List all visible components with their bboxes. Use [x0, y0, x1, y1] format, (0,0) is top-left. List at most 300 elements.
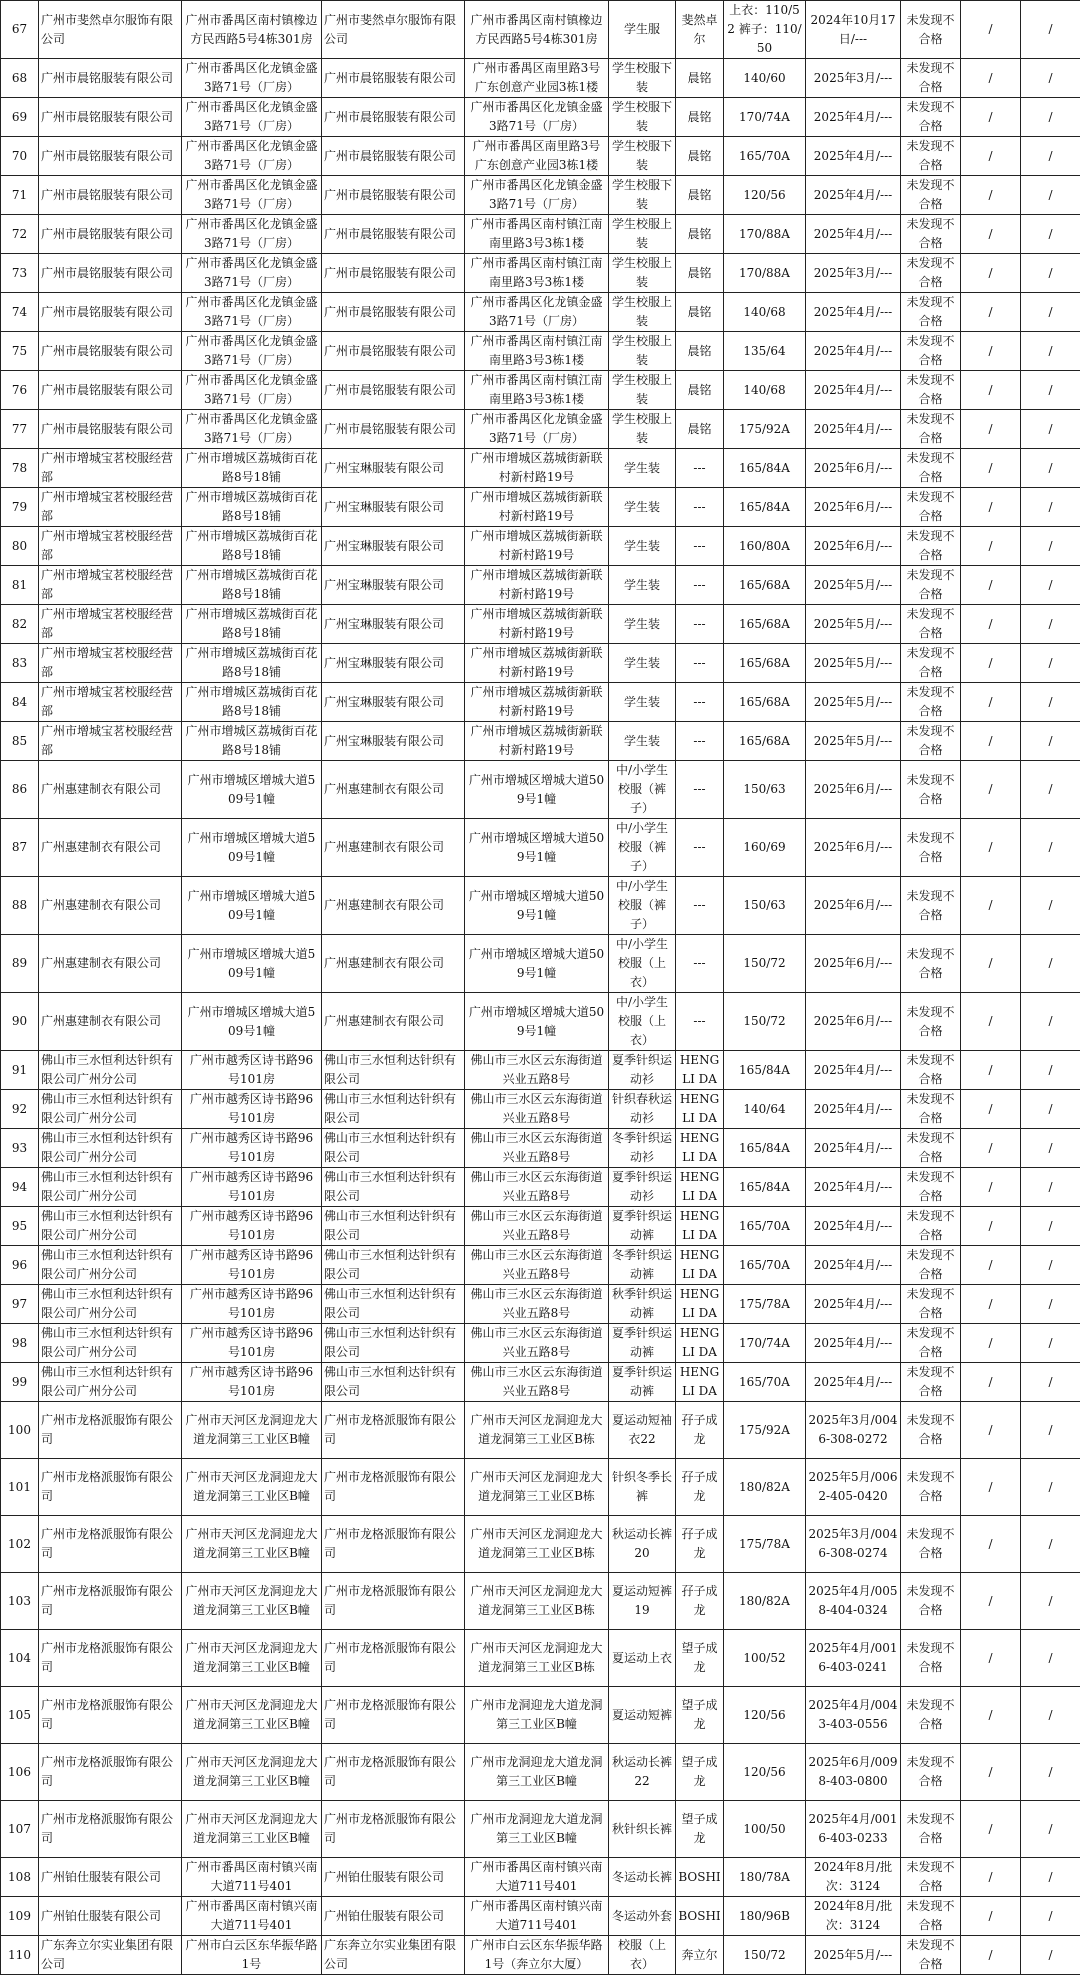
cell-failed-item: / — [961, 1801, 1021, 1858]
cell-row-number: 93 — [1, 1129, 39, 1168]
cell-inspection-result: 未发现不合格 — [901, 1858, 961, 1897]
cell-producer-address: 广州市增城区增城大道509号1幢 — [182, 761, 322, 819]
cell-remark: / — [1021, 1129, 1080, 1168]
cell-inspection-result: 未发现不合格 — [901, 254, 961, 293]
cell-failed-item: / — [961, 935, 1021, 993]
cell-remark: / — [1021, 176, 1080, 215]
table-row — [1, 877, 1080, 935]
cell-remark: / — [1021, 1630, 1080, 1687]
cell-product-name: 夏季针织运动衫 — [609, 1051, 676, 1090]
cell-row-number: 102 — [1, 1516, 39, 1573]
cell-brand: HENG LI DA — [676, 1168, 724, 1207]
cell-producer-name: 佛山市三水恒利达针织有限公司广州分公司 — [39, 1051, 182, 1090]
cell-failed-item: / — [961, 1051, 1021, 1090]
cell-inspection-result: 未发现不合格 — [901, 98, 961, 137]
cell-spec-model: 165/68A — [724, 566, 806, 605]
cell-inspection-result: 未发现不合格 — [901, 332, 961, 371]
cell-failed-item: / — [961, 527, 1021, 566]
cell-spec-model: 180/82A — [724, 1459, 806, 1516]
cell-entrusted-name: 广州铂仕服装有限公司 — [322, 1858, 465, 1897]
cell-inspection-result: 未发现不合格 — [901, 1687, 961, 1744]
cell-inspection-result: 未发现不合格 — [901, 1801, 961, 1858]
cell-producer-address: 广州市越秀区诗书路96号101房 — [182, 1246, 322, 1285]
cell-spec-model: 175/92A — [724, 1402, 806, 1459]
cell-producer-name: 佛山市三水恒利达针织有限公司广州分公司 — [39, 1246, 182, 1285]
cell-producer-name: 广州市增城宝茗校服经营部 — [39, 722, 182, 761]
cell-producer-address: 广州市番禺区南村镇兴南大道711号401 — [182, 1897, 322, 1936]
cell-remark: / — [1021, 1936, 1080, 1975]
cell-brand: 晨铭 — [676, 98, 724, 137]
table-row — [1, 1516, 1080, 1573]
cell-producer-name: 广州市龙格派服饰有限公司 — [39, 1402, 182, 1459]
cell-product-name: 夏运动短袖衣22 — [609, 1402, 676, 1459]
cell-entrusted-address: 广州市番禺区南村镇兴南大道711号401 — [465, 1897, 609, 1936]
cell-producer-name: 广州惠建制衣有限公司 — [39, 877, 182, 935]
cell-product-name: 冬运动长裤 — [609, 1858, 676, 1897]
cell-entrusted-name: 广州市龙格派服饰有限公司 — [322, 1459, 465, 1516]
cell-row-number: 75 — [1, 332, 39, 371]
cell-production-date-batch: 2025年5月/--- — [806, 566, 901, 605]
cell-producer-name: 广州市晨铭服装有限公司 — [39, 293, 182, 332]
cell-brand: 奔立尔 — [676, 1936, 724, 1975]
cell-remark: / — [1021, 1, 1080, 59]
cell-product-name: 中/小学生校服（裤子） — [609, 761, 676, 819]
cell-spec-model: 120/56 — [724, 1687, 806, 1744]
cell-entrusted-address: 广州市天河区龙洞迎龙大道龙洞第三工业区B栋 — [465, 1573, 609, 1630]
cell-inspection-result: 未发现不合格 — [901, 683, 961, 722]
cell-inspection-result: 未发现不合格 — [901, 1897, 961, 1936]
cell-remark: / — [1021, 332, 1080, 371]
cell-producer-name: 广州市增城宝茗校服经营部 — [39, 605, 182, 644]
cell-entrusted-name: 佛山市三水恒利达针织有限公司 — [322, 1363, 465, 1402]
cell-brand: --- — [676, 877, 724, 935]
cell-row-number: 110 — [1, 1936, 39, 1975]
cell-entrusted-address: 广州市番禺区南村镇江南南里路3号3栋1楼 — [465, 254, 609, 293]
cell-row-number: 83 — [1, 644, 39, 683]
cell-inspection-result: 未发现不合格 — [901, 1363, 961, 1402]
cell-product-name: 秋针织长裤 — [609, 1801, 676, 1858]
cell-entrusted-address: 佛山市三水区云东海街道兴业五路8号 — [465, 1129, 609, 1168]
cell-spec-model: 175/92A — [724, 410, 806, 449]
cell-spec-model: 165/84A — [724, 1129, 806, 1168]
cell-product-name: 夏运动短裤 — [609, 1687, 676, 1744]
cell-spec-model: 150/72 — [724, 1936, 806, 1975]
cell-failed-item: / — [961, 761, 1021, 819]
cell-remark: / — [1021, 1051, 1080, 1090]
cell-producer-address: 广州市越秀区诗书路96号101房 — [182, 1129, 322, 1168]
cell-remark: / — [1021, 293, 1080, 332]
cell-entrusted-address: 广州市番禺区南里路3号广东创意产业园3栋1楼 — [465, 59, 609, 98]
cell-entrusted-address: 广州市增城区荔城街新联村新村路19号 — [465, 488, 609, 527]
cell-remark: / — [1021, 1858, 1080, 1897]
table-row — [1, 1051, 1080, 1090]
cell-producer-address: 广州市番禺区化龙镇金盛3路71号（厂房） — [182, 410, 322, 449]
cell-failed-item: / — [961, 1402, 1021, 1459]
cell-inspection-result: 未发现不合格 — [901, 1129, 961, 1168]
cell-inspection-result: 未发现不合格 — [901, 1051, 961, 1090]
cell-producer-name: 广州市晨铭服装有限公司 — [39, 254, 182, 293]
cell-production-date-batch: 2025年4月/--- — [806, 1207, 901, 1246]
cell-brand: HENG LI DA — [676, 1324, 724, 1363]
table-row — [1, 449, 1080, 488]
cell-remark: / — [1021, 1744, 1080, 1801]
cell-failed-item: / — [961, 722, 1021, 761]
cell-product-name: 学生装 — [609, 527, 676, 566]
cell-production-date-batch: 2025年6月/--- — [806, 935, 901, 993]
cell-entrusted-name: 佛山市三水恒利达针织有限公司 — [322, 1129, 465, 1168]
table-row — [1, 1459, 1080, 1516]
cell-remark: / — [1021, 254, 1080, 293]
cell-spec-model: 100/50 — [724, 1801, 806, 1858]
cell-product-name: 学生装 — [609, 605, 676, 644]
cell-remark: / — [1021, 644, 1080, 683]
cell-remark: / — [1021, 371, 1080, 410]
cell-spec-model: 170/88A — [724, 254, 806, 293]
cell-production-date-batch: 2025年6月/--- — [806, 761, 901, 819]
cell-entrusted-name: 广州惠建制衣有限公司 — [322, 761, 465, 819]
cell-failed-item: / — [961, 819, 1021, 877]
cell-producer-address: 广州市越秀区诗书路96号101房 — [182, 1207, 322, 1246]
cell-brand: 孖子成龙 — [676, 1516, 724, 1573]
cell-remark: / — [1021, 1090, 1080, 1129]
cell-product-name: 夏季针织运动裤 — [609, 1363, 676, 1402]
cell-entrusted-address: 广州市增城区荔城街新联村新村路19号 — [465, 722, 609, 761]
cell-remark: / — [1021, 722, 1080, 761]
table-row — [1, 644, 1080, 683]
cell-producer-address: 广州市增城区增城大道509号1幢 — [182, 993, 322, 1051]
cell-producer-address: 广州市增城区增城大道509号1幢 — [182, 819, 322, 877]
cell-failed-item: / — [961, 644, 1021, 683]
cell-entrusted-address: 广州市番禺区南村镇橡边方民西路5号4栋301房 — [465, 1, 609, 59]
cell-producer-address: 广州市番禺区化龙镇金盛3路71号（厂房） — [182, 98, 322, 137]
cell-spec-model: 120/56 — [724, 1744, 806, 1801]
cell-spec-model: 165/68A — [724, 683, 806, 722]
cell-brand: 晨铭 — [676, 137, 724, 176]
cell-spec-model: 175/78A — [724, 1516, 806, 1573]
cell-production-date-batch: 2025年4月/--- — [806, 1324, 901, 1363]
cell-production-date-batch: 2025年5月/--- — [806, 1936, 901, 1975]
cell-remark: / — [1021, 935, 1080, 993]
cell-producer-name: 广州惠建制衣有限公司 — [39, 935, 182, 993]
cell-producer-address: 广州市增城区增城大道509号1幢 — [182, 935, 322, 993]
cell-product-name: 学生校服上装 — [609, 332, 676, 371]
cell-production-date-batch: 2025年4月/0016-403-0233 — [806, 1801, 901, 1858]
cell-spec-model: 165/84A — [724, 449, 806, 488]
cell-product-name: 学生校服下装 — [609, 137, 676, 176]
cell-brand: --- — [676, 683, 724, 722]
cell-entrusted-address: 广州市增城区增城大道509号1幢 — [465, 819, 609, 877]
cell-entrusted-address: 广州市番禺区化龙镇金盛3路71号（厂房） — [465, 410, 609, 449]
cell-row-number: 105 — [1, 1687, 39, 1744]
cell-brand: 望子成龙 — [676, 1744, 724, 1801]
cell-production-date-batch: 2025年5月/--- — [806, 644, 901, 683]
cell-product-name: 冬季针织运动裤 — [609, 1246, 676, 1285]
cell-product-name: 中/小学生校服（上衣） — [609, 935, 676, 993]
cell-producer-address: 广州市番禺区化龙镇金盛3路71号（厂房） — [182, 293, 322, 332]
cell-entrusted-name: 广州市斐然卓尔服饰有限公司 — [322, 1, 465, 59]
table-row — [1, 683, 1080, 722]
cell-entrusted-name: 广州市晨铭服装有限公司 — [322, 332, 465, 371]
cell-spec-model: 120/56 — [724, 176, 806, 215]
cell-inspection-result: 未发现不合格 — [901, 1630, 961, 1687]
cell-entrusted-address: 广州市龙洞迎龙大道龙洞第三工业区B幢 — [465, 1744, 609, 1801]
table-row — [1, 1936, 1080, 1975]
cell-production-date-batch: 2025年4月/--- — [806, 176, 901, 215]
cell-producer-name: 广州市晨铭服装有限公司 — [39, 59, 182, 98]
cell-producer-address: 广州市白云区东华振华路1号 — [182, 1936, 322, 1975]
cell-entrusted-address: 广州市天河区龙洞迎龙大道龙洞第三工业区B栋 — [465, 1630, 609, 1687]
cell-row-number: 100 — [1, 1402, 39, 1459]
cell-entrusted-name: 广州市龙格派服饰有限公司 — [322, 1801, 465, 1858]
cell-row-number: 87 — [1, 819, 39, 877]
cell-product-name: 学生校服下装 — [609, 59, 676, 98]
table-row — [1, 1687, 1080, 1744]
cell-failed-item: / — [961, 98, 1021, 137]
cell-product-name: 学生装 — [609, 566, 676, 605]
cell-producer-address: 广州市增城区荔城街百花路8号18铺 — [182, 527, 322, 566]
cell-remark: / — [1021, 1897, 1080, 1936]
cell-producer-address: 广州市番禺区化龙镇金盛3路71号（厂房） — [182, 176, 322, 215]
cell-spec-model: 150/72 — [724, 935, 806, 993]
cell-entrusted-name: 广州惠建制衣有限公司 — [322, 877, 465, 935]
cell-production-date-batch: 2025年4月/--- — [806, 1285, 901, 1324]
cell-row-number: 69 — [1, 98, 39, 137]
cell-production-date-batch: 2025年6月/--- — [806, 993, 901, 1051]
cell-brand: HENG LI DA — [676, 1285, 724, 1324]
table-body — [1, 1, 1080, 1975]
cell-producer-name: 广州市龙格派服饰有限公司 — [39, 1744, 182, 1801]
cell-entrusted-name: 广州市晨铭服装有限公司 — [322, 293, 465, 332]
cell-production-date-batch: 2025年4月/0016-403-0241 — [806, 1630, 901, 1687]
cell-producer-name: 广州市斐然卓尔服饰有限公司 — [39, 1, 182, 59]
cell-producer-address: 广州市增城区荔城街百花路8号18铺 — [182, 722, 322, 761]
cell-brand: --- — [676, 935, 724, 993]
cell-brand: --- — [676, 993, 724, 1051]
cell-entrusted-name: 广州市龙格派服饰有限公司 — [322, 1744, 465, 1801]
cell-failed-item: / — [961, 1630, 1021, 1687]
cell-entrusted-address: 广州市番禺区南村镇江南南里路3号3栋1楼 — [465, 371, 609, 410]
cell-production-date-batch: 2025年4月/--- — [806, 332, 901, 371]
table-row — [1, 1744, 1080, 1801]
cell-row-number: 72 — [1, 215, 39, 254]
cell-brand: --- — [676, 527, 724, 566]
cell-producer-name: 广州市增城宝茗校服经营部 — [39, 449, 182, 488]
cell-entrusted-address: 广州市天河区龙洞迎龙大道龙洞第三工业区B栋 — [465, 1459, 609, 1516]
cell-spec-model: 165/68A — [724, 605, 806, 644]
cell-remark: / — [1021, 1168, 1080, 1207]
cell-entrusted-address: 广州市番禺区化龙镇金盛3路71号（厂房） — [465, 98, 609, 137]
cell-spec-model: 165/84A — [724, 1168, 806, 1207]
cell-producer-name: 广州市龙格派服饰有限公司 — [39, 1630, 182, 1687]
cell-failed-item: / — [961, 488, 1021, 527]
cell-inspection-result: 未发现不合格 — [901, 644, 961, 683]
cell-row-number: 85 — [1, 722, 39, 761]
table-row — [1, 1129, 1080, 1168]
cell-brand: 孖子成龙 — [676, 1573, 724, 1630]
cell-brand: BOSHI — [676, 1858, 724, 1897]
cell-producer-address: 广州市天河区龙洞迎龙大道龙洞第三工业区B幢 — [182, 1744, 322, 1801]
cell-entrusted-name: 广州市晨铭服装有限公司 — [322, 410, 465, 449]
cell-product-name: 冬季针织运动衫 — [609, 1129, 676, 1168]
cell-brand: 晨铭 — [676, 59, 724, 98]
cell-producer-address: 广州市增城区增城大道509号1幢 — [182, 877, 322, 935]
cell-product-name: 学生校服上装 — [609, 293, 676, 332]
cell-failed-item: / — [961, 1246, 1021, 1285]
cell-spec-model: 165/70A — [724, 137, 806, 176]
cell-producer-name: 佛山市三水恒利达针织有限公司广州分公司 — [39, 1090, 182, 1129]
cell-inspection-result: 未发现不合格 — [901, 1285, 961, 1324]
cell-product-name: 学生校服上装 — [609, 371, 676, 410]
cell-entrusted-address: 广州市增城区荔城街新联村新村路19号 — [465, 683, 609, 722]
cell-entrusted-address: 广州市番禺区南村镇江南南里路3号3栋1楼 — [465, 215, 609, 254]
cell-entrusted-name: 广州惠建制衣有限公司 — [322, 935, 465, 993]
cell-product-name: 学生装 — [609, 644, 676, 683]
cell-row-number: 103 — [1, 1573, 39, 1630]
cell-production-date-batch: 2024年10月17日/--- — [806, 1, 901, 59]
cell-row-number: 96 — [1, 1246, 39, 1285]
table-row — [1, 1801, 1080, 1858]
cell-producer-name: 广州市晨铭服装有限公司 — [39, 410, 182, 449]
cell-remark: / — [1021, 877, 1080, 935]
table-row — [1, 1402, 1080, 1459]
cell-brand: --- — [676, 819, 724, 877]
cell-entrusted-name: 广州宝琳服装有限公司 — [322, 527, 465, 566]
cell-product-name: 夏运动短裤19 — [609, 1573, 676, 1630]
cell-spec-model: 170/74A — [724, 98, 806, 137]
cell-entrusted-name: 广州宝琳服装有限公司 — [322, 488, 465, 527]
cell-row-number: 99 — [1, 1363, 39, 1402]
cell-row-number: 86 — [1, 761, 39, 819]
cell-row-number: 78 — [1, 449, 39, 488]
cell-entrusted-name: 广州市龙格派服饰有限公司 — [322, 1630, 465, 1687]
cell-producer-address: 广州市增城区荔城街百花路8号18铺 — [182, 449, 322, 488]
cell-production-date-batch: 2025年5月/0062-405-0420 — [806, 1459, 901, 1516]
cell-production-date-batch: 2025年5月/--- — [806, 683, 901, 722]
cell-spec-model: 150/63 — [724, 761, 806, 819]
table-row — [1, 1, 1080, 59]
cell-producer-name: 佛山市三水恒利达针织有限公司广州分公司 — [39, 1324, 182, 1363]
cell-product-name: 校服（上衣） — [609, 1936, 676, 1975]
table-row — [1, 371, 1080, 410]
cell-producer-address: 广州市番禺区南村镇橡边方民西路5号4栋301房 — [182, 1, 322, 59]
cell-spec-model: 160/80A — [724, 527, 806, 566]
cell-producer-name: 广州市龙格派服饰有限公司 — [39, 1573, 182, 1630]
cell-entrusted-address: 广州市天河区龙洞迎龙大道龙洞第三工业区B栋 — [465, 1516, 609, 1573]
cell-brand: --- — [676, 722, 724, 761]
cell-remark: / — [1021, 449, 1080, 488]
cell-entrusted-name: 佛山市三水恒利达针织有限公司 — [322, 1324, 465, 1363]
cell-remark: / — [1021, 1573, 1080, 1630]
cell-producer-name: 广州市增城宝茗校服经营部 — [39, 527, 182, 566]
cell-spec-model: 180/78A — [724, 1858, 806, 1897]
cell-brand: 望子成龙 — [676, 1687, 724, 1744]
cell-entrusted-address: 佛山市三水区云东海街道兴业五路8号 — [465, 1051, 609, 1090]
cell-inspection-result: 未发现不合格 — [901, 1168, 961, 1207]
cell-production-date-batch: 2025年4月/0058-404-0324 — [806, 1573, 901, 1630]
table-row — [1, 761, 1080, 819]
cell-spec-model: 140/64 — [724, 1090, 806, 1129]
cell-producer-address: 广州市番禺区化龙镇金盛3路71号（厂房） — [182, 371, 322, 410]
cell-brand: 晨铭 — [676, 332, 724, 371]
cell-brand: --- — [676, 566, 724, 605]
table-row — [1, 1246, 1080, 1285]
cell-row-number: 79 — [1, 488, 39, 527]
cell-entrusted-address: 广州市增城区增城大道509号1幢 — [465, 761, 609, 819]
cell-entrusted-name: 广州市龙格派服饰有限公司 — [322, 1573, 465, 1630]
cell-product-name: 中/小学生校服（上衣） — [609, 993, 676, 1051]
cell-row-number: 106 — [1, 1744, 39, 1801]
cell-remark: / — [1021, 605, 1080, 644]
cell-row-number: 94 — [1, 1168, 39, 1207]
cell-entrusted-address: 广州市番禺区南村镇江南南里路3号3栋1楼 — [465, 332, 609, 371]
cell-remark: / — [1021, 1687, 1080, 1744]
cell-inspection-result: 未发现不合格 — [901, 819, 961, 877]
table-row — [1, 819, 1080, 877]
cell-entrusted-name: 广州市晨铭服装有限公司 — [322, 137, 465, 176]
cell-entrusted-name: 佛山市三水恒利达针织有限公司 — [322, 1051, 465, 1090]
cell-producer-name: 广州市增城宝茗校服经营部 — [39, 644, 182, 683]
cell-row-number: 82 — [1, 605, 39, 644]
cell-inspection-result: 未发现不合格 — [901, 1, 961, 59]
cell-inspection-result: 未发现不合格 — [901, 722, 961, 761]
cell-spec-model: 150/72 — [724, 993, 806, 1051]
cell-brand: BOSHI — [676, 1897, 724, 1936]
cell-product-name: 中/小学生校服（裤子） — [609, 877, 676, 935]
cell-product-name: 针织春秋运动衫 — [609, 1090, 676, 1129]
cell-production-date-batch: 2025年3月/0046-308-0272 — [806, 1402, 901, 1459]
cell-producer-address: 广州市越秀区诗书路96号101房 — [182, 1090, 322, 1129]
cell-remark: / — [1021, 1402, 1080, 1459]
cell-remark: / — [1021, 1207, 1080, 1246]
cell-failed-item: / — [961, 332, 1021, 371]
cell-remark: / — [1021, 98, 1080, 137]
cell-failed-item: / — [961, 683, 1021, 722]
cell-row-number: 89 — [1, 935, 39, 993]
cell-failed-item: / — [961, 566, 1021, 605]
cell-brand: 晨铭 — [676, 176, 724, 215]
cell-producer-address: 广州市越秀区诗书路96号101房 — [182, 1168, 322, 1207]
cell-producer-address: 广州市番禺区化龙镇金盛3路71号（厂房） — [182, 137, 322, 176]
cell-producer-name: 广州惠建制衣有限公司 — [39, 993, 182, 1051]
cell-producer-name: 佛山市三水恒利达针织有限公司广州分公司 — [39, 1285, 182, 1324]
cell-brand: 晨铭 — [676, 254, 724, 293]
cell-failed-item: / — [961, 1, 1021, 59]
cell-production-date-batch: 2025年4月/--- — [806, 1168, 901, 1207]
cell-entrusted-address: 佛山市三水区云东海街道兴业五路8号 — [465, 1168, 609, 1207]
cell-entrusted-address: 佛山市三水区云东海街道兴业五路8号 — [465, 1090, 609, 1129]
cell-producer-address: 广州市天河区龙洞迎龙大道龙洞第三工业区B幢 — [182, 1402, 322, 1459]
cell-row-number: 98 — [1, 1324, 39, 1363]
cell-producer-address: 广州市番禺区化龙镇金盛3路71号（厂房） — [182, 59, 322, 98]
cell-spec-model: 135/64 — [724, 332, 806, 371]
cell-row-number: 91 — [1, 1051, 39, 1090]
cell-producer-name: 广州市增城宝茗校服经营部 — [39, 488, 182, 527]
cell-remark: / — [1021, 1516, 1080, 1573]
table-row — [1, 254, 1080, 293]
cell-inspection-result: 未发现不合格 — [901, 449, 961, 488]
cell-spec-model: 170/88A — [724, 215, 806, 254]
cell-production-date-batch: 2025年4月/--- — [806, 1090, 901, 1129]
cell-inspection-result: 未发现不合格 — [901, 1936, 961, 1975]
cell-product-name: 夏运动上衣 — [609, 1630, 676, 1687]
cell-entrusted-name: 广州宝琳服装有限公司 — [322, 449, 465, 488]
cell-remark: / — [1021, 527, 1080, 566]
cell-row-number: 104 — [1, 1630, 39, 1687]
cell-inspection-result: 未发现不合格 — [901, 176, 961, 215]
cell-producer-name: 广州市晨铭服装有限公司 — [39, 371, 182, 410]
cell-failed-item: / — [961, 1285, 1021, 1324]
cell-row-number: 90 — [1, 993, 39, 1051]
